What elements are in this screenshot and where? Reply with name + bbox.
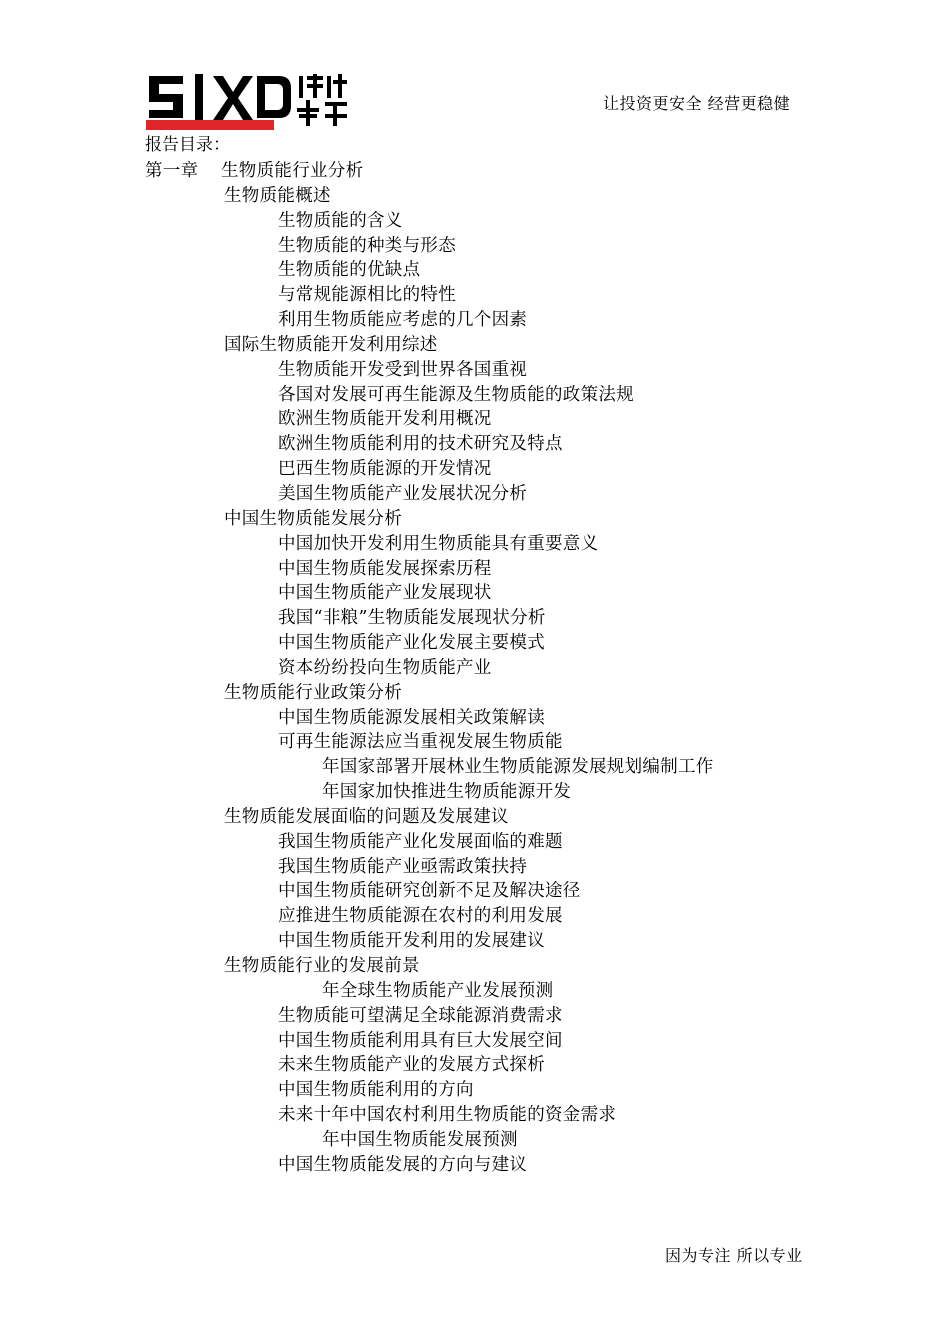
toc-item-level-1: 中国生物质能发展分析 [224,508,402,529]
toc-item-level-2: 中国生物质能源发展相关政策解读 [278,707,545,728]
logo-letter-s [149,76,183,118]
logo-red-bar [146,120,274,130]
toc-item-level-2: 可再生能源法应当重视发展生物质能 [278,732,563,753]
toc-item-level-2: 未来生物质能产业的发展方式探析 [278,1055,545,1076]
toc-item-level-1: 国际生物质能开发利用综述 [224,334,438,355]
toc-heading: 报告目录： [145,135,230,155]
footer-slogan: 因为专注 所以专业 [665,1246,803,1265]
logo-letter-l [195,74,203,120]
toc-item-level-1: 生物质能发展面临的问题及发展建议 [224,806,509,827]
company-logo-image [143,70,353,142]
toc-item-level-2: 中国生物质能开发利用的发展建议 [278,931,545,952]
toc-item-level-3: 年全球生物质能产业发展预测 [322,980,554,1001]
toc-item-level-2: 我国“非粮”生物质能发展现状分析 [278,608,546,629]
toc-item-level-2: 中国生物质能研究创新不足及解决途径 [278,881,581,902]
toc-item-level-2: 生物质能开发受到世界各国重视 [278,359,528,380]
chapter-title: 生物质能行业分析 [221,161,364,181]
table-of-contents [0,159,950,1178]
toc-item-level-2: 中国生物质能利用的方向 [278,1080,474,1101]
logo-chinese-mark [297,74,347,126]
chapter-heading [0,159,950,184]
chapter-number: 第一章 [145,161,199,181]
toc-item-level-2: 生物质能可望满足全球能源消费需求 [278,1005,563,1026]
toc-item-level-2: 中国生物质能产业发展现状 [278,583,492,604]
toc-item-level-2: 各国对发展可再生能源及生物质能的政策法规 [278,384,634,405]
logo-letter-d [257,76,291,118]
toc-item-level-2: 生物质能的含义 [278,210,403,231]
toc-item-level-1: 生物质能行业的发展前景 [224,956,420,976]
toc-item-level-2: 我国生物质能产业亟需政策扶持 [278,856,528,877]
toc-item-level-2: 中国生物质能发展的方向与建议 [278,1154,528,1175]
toc-item-level-2: 资本纷纷投向生物质能产业 [278,657,492,678]
toc-item-level-2: 中国加快开发利用生物质能具有重要意义 [278,533,599,554]
toc-item-level-2: 中国生物质能利用具有巨大发展空间 [278,1030,563,1051]
toc-item-level-2: 未来十年中国农村利用生物质能的资金需求 [278,1105,617,1126]
toc-item-level-3: 年中国生物质能发展预测 [322,1129,518,1150]
toc-item-level-2: 巴西生物质能源的开发情况 [278,459,492,480]
toc-item-level-2: 欧洲生物质能利用的技术研究及特点 [278,434,563,455]
toc-item-level-2: 我国生物质能产业化发展面临的难题 [278,831,563,852]
toc-item-level-2: 生物质能的种类与形态 [278,235,456,256]
toc-item-level-2: 与常规能源相比的特性 [278,285,456,306]
toc-item-level-3: 年国家部署开展林业生物质能源发展规划编制工作 [322,757,714,778]
toc-item-level-2: 生物质能的优缺点 [278,260,421,281]
toc-item-level-1: 生物质能概述 [224,185,331,206]
toc-item-level-3: 年国家加快推进生物质能源开发 [322,782,572,803]
toc-item-level-2: 中国生物质能发展探索历程 [278,558,492,579]
toc-item-level-2: 中国生物质能产业化发展主要模式 [278,633,545,654]
logo-letter-x [213,76,253,120]
toc-item-level-2: 利用生物质能应考虑的几个因素 [278,310,528,331]
toc-item-level-1: 生物质能行业政策分析 [224,682,402,703]
company-logo [143,70,353,142]
toc-item-level-2: 欧洲生物质能开发利用概况 [278,409,492,430]
toc-item-level-2: 美国生物质能产业发展状况分析 [278,483,528,504]
header-slogan: 让投资更安全 经营更稳健 [603,94,791,113]
toc-item-level-2: 应推进生物质能源在农村的利用发展 [278,906,563,927]
